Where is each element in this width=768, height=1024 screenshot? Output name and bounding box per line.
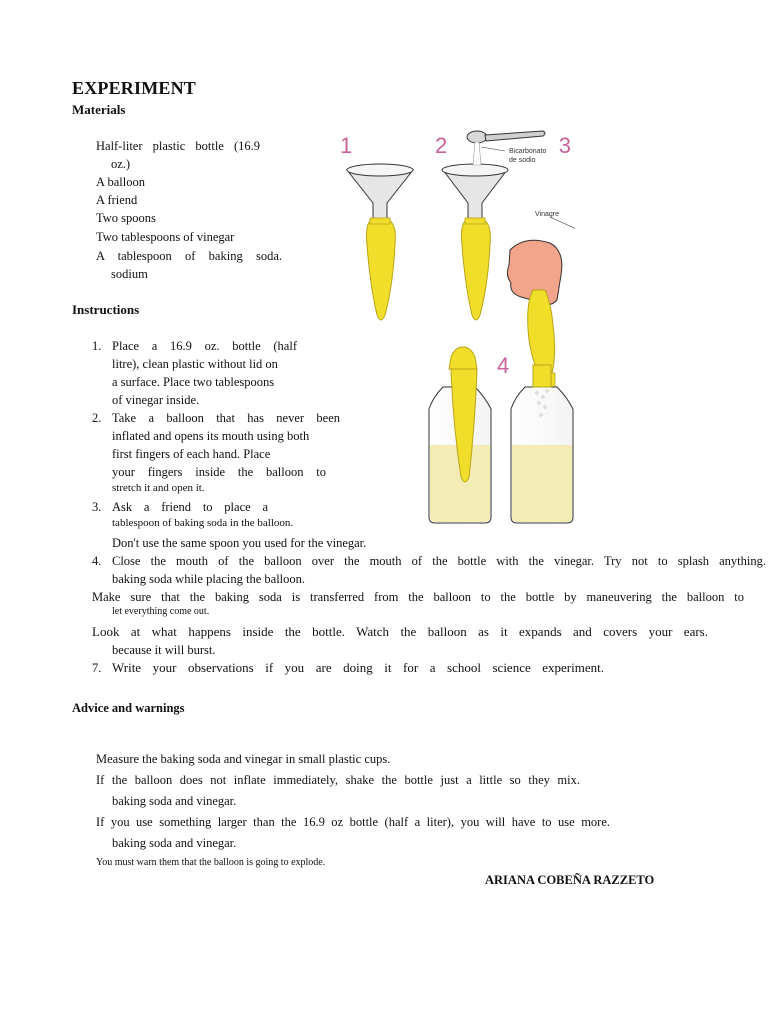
list-item-text: Two spoons (96, 211, 156, 225)
instructions-heading: Instructions (72, 302, 140, 317)
step-text: Write your observations if you are doing it for a school science experiment. (112, 660, 604, 675)
list-item (93, 857, 325, 868)
list-item-text: A tablespoon of baking soda. (96, 249, 282, 263)
list-item-text: Half-liter plastic bottle (16.9 (96, 139, 260, 153)
step-number-1: 1 (340, 133, 353, 158)
list-item (93, 191, 137, 211)
step-text: Don't use the same spoon you used for the vinegar. (112, 536, 367, 550)
step-text: Take a balloon that has never been (112, 411, 340, 425)
step-text: let everything come out. (112, 606, 210, 617)
step-text: baking soda while placing the balloon. (112, 572, 306, 586)
step-text: Place a 16.9 oz. bottle (half (112, 339, 297, 353)
step-number: 4. (92, 554, 102, 568)
list-item-text: A balloon (96, 175, 145, 189)
list-item-cont: baking soda and vinegar. (112, 836, 237, 850)
step-text: of vinegar inside. (112, 393, 200, 407)
step-text: tablespoon of baking soda in the balloon. (112, 517, 294, 529)
step-number: 1. (92, 339, 102, 353)
step-number-4: 4 (497, 353, 510, 378)
step-text: your fingers inside the balloon to (112, 465, 326, 479)
advice-heading: Advice and warnings (72, 701, 185, 715)
list-item (93, 137, 273, 157)
step-text: litre), clean plastic without lid on (112, 357, 278, 371)
step-number-3: 3 (558, 133, 571, 158)
step-text: Look at what happens inside the bottle. Watch the balloon as it expands and covers your ears. (92, 624, 708, 639)
step-text: because it will burst. (112, 643, 216, 657)
list-item (93, 209, 156, 229)
experiment-illustration (325, 125, 575, 525)
step-number: 3. (92, 500, 102, 514)
list-item (93, 813, 623, 833)
bicarbonate-label-2: de sodio (509, 157, 536, 164)
list-item (93, 750, 390, 770)
step-text: inflated and opens its mouth using both (112, 429, 310, 443)
step-text: Ask a friend to place a (112, 500, 268, 514)
list-item (93, 247, 293, 267)
step-number: 2. (92, 411, 102, 425)
list-item (93, 771, 593, 791)
list-item-text: Measure the baking soda and vinegar in small plastic cups. (96, 752, 391, 766)
list-item-cont: baking soda and vinegar. (112, 794, 237, 808)
list-item-text: If you use something larger than the 16.9 oz bottle (half a liter), you will have to use more. (96, 815, 610, 829)
step-text: Make sure that the baking soda is transferred from the balloon to the bottle by maneuvering the balloon to (92, 590, 744, 604)
step-text: stretch it and open it. (112, 482, 205, 494)
step-text: Close the mouth of the balloon over the mouth of the bottle with the vinegar. Try not to splash anything. (112, 554, 766, 568)
step-text: first fingers of each hand. Place (112, 447, 271, 461)
list-item-text: A friend (96, 193, 138, 207)
list-item-text: Two tablespoons of vinegar (96, 230, 235, 244)
list-item-text: If the balloon does not inflate immediately, shake the bottle just a little so they mix. (96, 773, 580, 787)
list-item-text: You must warn them that the balloon is going to explode. (96, 857, 326, 868)
list-item-cont: sodium (111, 267, 148, 281)
panel-funnel-balloon (347, 164, 413, 320)
step-number-2: 2 (435, 133, 448, 158)
vinegar-label: Vinagre (535, 211, 560, 218)
document-title: EXPERIMENT (72, 78, 197, 98)
step-text: a surface. Place two tablespoons (112, 375, 275, 389)
list-item (93, 173, 145, 193)
bicarbonate-label: Bicarbonato (509, 148, 547, 155)
materials-heading: Materials (72, 102, 126, 117)
author-name: ARIANA COBEÑA RAZZETO (485, 873, 655, 887)
list-item (93, 228, 234, 248)
step-number: 7. (92, 661, 102, 675)
list-item-cont: oz.) (111, 157, 131, 171)
